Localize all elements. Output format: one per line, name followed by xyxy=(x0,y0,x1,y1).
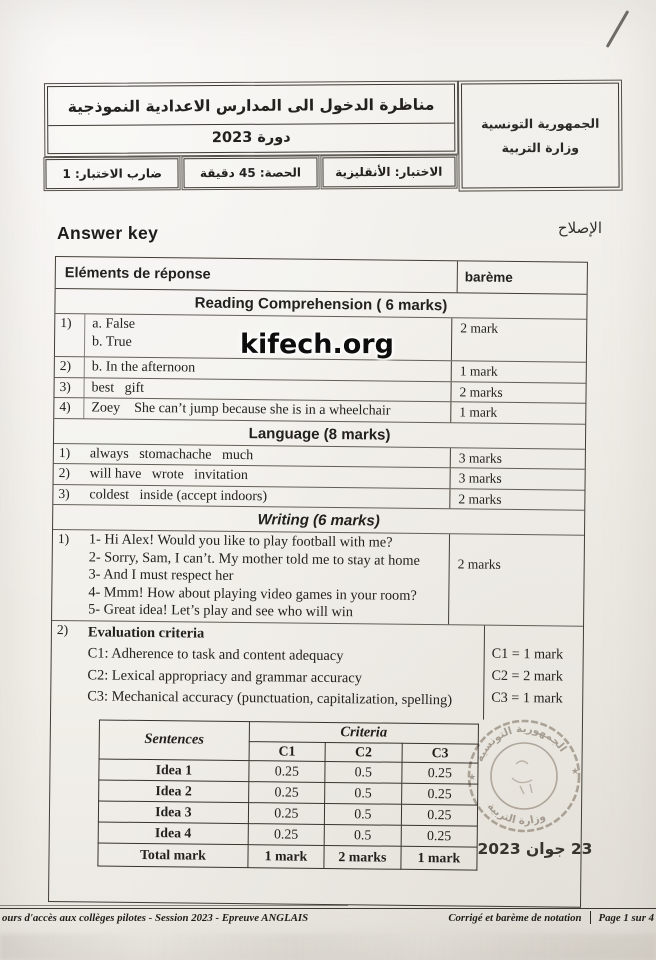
mark-cell: 2 mark xyxy=(451,318,586,361)
document-header xyxy=(0,0,656,210)
row-number: 2) xyxy=(56,622,69,638)
criteria-col-sentences: Sentences xyxy=(99,720,249,761)
evaluation-criteria-heading: Evaluation criteria xyxy=(87,624,205,642)
criteria-c3-header: C3 xyxy=(402,743,478,763)
criteria-row-idea4: Idea 4 0.25 0.5 0.25 xyxy=(98,822,477,847)
row-content xyxy=(84,378,450,401)
exam-info-cells xyxy=(45,157,455,190)
answer-line: Zoey She can’t jump because she is in a wheelchair xyxy=(91,400,391,419)
footer-exam-info: ours d'accès aux collèges pilotes - Session 2023 - Epreuve ANGLAIS xyxy=(2,911,309,924)
answer-line: b. In the afternoon xyxy=(91,359,196,376)
exam-title-arabic: مناظرة الدخول الى المدارس الاعدادية النموذجية xyxy=(48,85,454,126)
exam-duration-cell: الحصة: 45 دقيقة xyxy=(184,157,318,188)
mark-line: C2 = 2 mark xyxy=(491,667,564,685)
exam-header-box xyxy=(47,84,455,154)
stamp-star-right: ★ xyxy=(571,766,580,776)
answer-line: b. True xyxy=(91,333,132,350)
scan-noise xyxy=(0,934,656,960)
row-content xyxy=(84,398,450,421)
dialogue-line: 4- Mmm! How about playing video games in your room? xyxy=(88,584,417,604)
dialogue-line: 1- Hi Alex! Would you like to play football with me? xyxy=(88,531,393,551)
criteria-table-header-row xyxy=(99,720,478,744)
criteria-table xyxy=(97,719,479,870)
mark-cell: 1 mark xyxy=(450,402,585,423)
row-number: 2) xyxy=(58,465,70,481)
mark-cell: 2 marks xyxy=(449,489,584,510)
row-number: 3) xyxy=(54,378,84,398)
criteria-row-idea1: Idea 1 0.25 0.5 0.25 xyxy=(99,759,478,784)
exam-session-arabic: دورة 2023 xyxy=(211,129,291,147)
mark-line: C1 = 1 mark xyxy=(491,645,564,663)
exam-coefficient-cell: ضارب الاختبار: 1 xyxy=(45,158,179,189)
row-number: 1) xyxy=(57,531,70,547)
mark-cell: 3 marks xyxy=(450,468,585,489)
answer-line: always stomachache much xyxy=(89,445,254,463)
footer-separator xyxy=(590,911,591,924)
criteria-row-idea2: Idea 2 0.25 0.5 0.25 xyxy=(99,780,478,805)
republic-label: الجمهورية التونسية xyxy=(481,115,600,132)
official-stamp xyxy=(460,712,588,840)
row-content xyxy=(85,357,451,380)
criterion-line: C3: Mechanical accuracy (punctuation, capitalization, spelling) xyxy=(87,688,453,709)
row-content xyxy=(82,485,449,508)
row-content xyxy=(81,530,449,624)
section-title-writing: Writing (6 marks) xyxy=(53,505,584,536)
criteria-row-total: Total mark 1 mark 2 marks 1 mark xyxy=(98,843,477,870)
footer-doc-type: Corrigé et barème de notation xyxy=(448,911,582,924)
section-title-reading: Reading Comprehension ( 6 marks) xyxy=(55,289,586,320)
dialogue-line: 2- Sorry, Sam, I can’t. My mother told me to stay at home xyxy=(88,548,420,569)
row-number: 1) xyxy=(58,444,71,460)
criteria-col-criteria: Criteria xyxy=(249,722,478,744)
mark-cell: 2 marks xyxy=(450,382,585,403)
footer-rule xyxy=(0,908,656,909)
criterion-line: C2: Lexical appropriacy and grammar accuracy xyxy=(87,667,363,687)
ministry-header-box xyxy=(461,83,620,189)
mark-cell: 3 marks xyxy=(450,448,585,469)
row-number: 4) xyxy=(54,398,84,418)
dialogue-line: 5- Great idea! Let’s play and see who will win xyxy=(88,601,354,621)
ministry-label: وزارة التربية xyxy=(501,139,580,156)
mark-cell: 1 mark xyxy=(451,361,586,382)
column-header-bareme: barème xyxy=(457,261,587,293)
column-header-elements: Eléments de réponse xyxy=(64,264,211,283)
stamp-arc-top-text: الجمهورية التونسية xyxy=(473,722,569,764)
criteria-c2-header: C2 xyxy=(325,742,402,762)
table-row xyxy=(52,530,584,627)
stamp-date: 23 جوان 2023 xyxy=(477,840,593,858)
dialogue-line: 3- And I must respect her xyxy=(88,566,234,585)
answer-line: a. False xyxy=(92,316,136,332)
correction-heading-arabic: الإصلاح xyxy=(557,219,602,237)
criterion-line: C1: Adherence to task and content adequacy xyxy=(87,645,344,665)
mark-cell: 2 marks xyxy=(448,534,584,625)
stamp-arc-bottom-text: وزارة التربية xyxy=(484,800,548,828)
page-footer xyxy=(2,911,654,924)
criteria-row-idea3: Idea 3 0.25 0.5 0.25 xyxy=(98,801,477,826)
row-content xyxy=(78,621,484,905)
row-number: 3) xyxy=(58,485,70,501)
stamp-star-left: ★ xyxy=(468,772,477,782)
mark-line: C3 = 1 mark xyxy=(491,689,563,707)
watermark: kifech.org xyxy=(240,329,394,360)
row-number: 1) xyxy=(55,314,85,356)
answer-key-heading: Answer key xyxy=(57,223,159,243)
row-number: 2) xyxy=(55,357,85,377)
answer-line: will have wrote invitation xyxy=(89,466,248,484)
row-content xyxy=(83,464,450,487)
row-content xyxy=(83,444,450,467)
footer-rule-secondary xyxy=(0,905,348,906)
footer-page-number: Page 1 sur 4 xyxy=(598,911,654,924)
criteria-c1-header: C1 xyxy=(249,742,325,762)
answer-line: best gift xyxy=(91,379,145,396)
answer-line: coldest inside (accept indoors) xyxy=(89,486,268,504)
exam-subject-cell: الاختبار: الأنقليزية xyxy=(322,157,456,188)
section-title-language: Language (8 marks) xyxy=(54,419,585,450)
